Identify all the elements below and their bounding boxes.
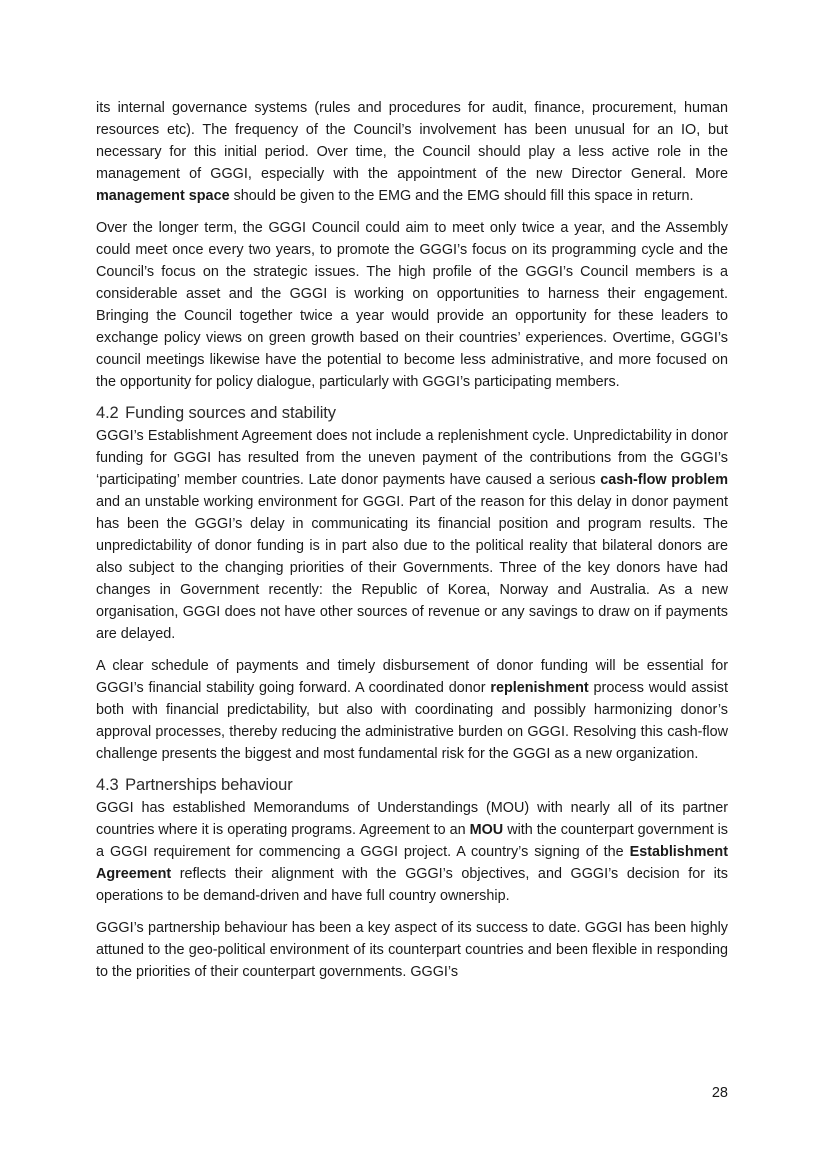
emphasis-cash-flow-problem: cash-flow problem <box>600 472 728 488</box>
page-number: 28 <box>711 1085 728 1101</box>
paragraph-council-role: its internal governance systems (rules and procedures for audit, finance, procurement, human resources etc). The frequency of the Council’s involvement has been unusual for an IO, but necessary for this initial period. Over time, the Council should play a less active role in the management of GGGI, especially with the appointment of the new Director General. More management space should be given to the EMG and the EMG should fill this space in return. <box>96 100 728 204</box>
paragraph-longer-term: Over the longer term, the GGGI Council could aim to meet only twice a year, and the Assembly could meet once every two years, to promote the GGGI’s focus on its programming cycle and the Council’s focus on the strategic issues. The high profile of the GGGI’s Council members is a considerable asset and the GGGI is working on opportunities to harness their engagement. Bringing the Council together twice a year would provide an opportunity for these leaders to exchange policy views on green growth based on their countries’ experiences. Overtime, GGGI’s council meetings likewise have the potential to become less administrative, and more focused on the opportunity for policy dialogue, particularly with GGGI’s participating members. <box>96 220 728 390</box>
paragraph-funding-unpredictability: GGGI’s Establishment Agreement does not include a replenishment cycle. Unpredictability in donor funding for GGGI has resulted from the uneven payment of the contributions from the GGGI’s ‘participating’ member countries. Late donor payments have caused a serious cash-flow problem and an unstable working environment for GGGI. Part of the reason for this delay in donor payment has been the GGGI’s delay in communicating its financial position and program results. The unpredictability of donor funding is in part also due to the political reality that bilateral donors are also subject to the changing priorities of their Governments. Three of the key donors have had changes in Government recently: the Republic of Korea, Norway and Australia. As a new organisation, GGGI does not have other sources of revenue or any savings to draw on if payments are delayed. <box>96 428 728 642</box>
emphasis-replenishment: replenishment <box>490 680 589 696</box>
paragraph-partnership-behaviour: GGGI’s partnership behaviour has been a key aspect of its success to date. GGGI has been highly attuned to the geo-political environment of its counterpart countries and been flexible in responding to the priorities of their counterpart governments. GGGI’s <box>96 920 728 980</box>
emphasis-management-space: management space <box>96 188 230 204</box>
section-heading-partnerships: 4.3 Partnerships behaviour <box>96 776 293 794</box>
paragraph-payment-schedule: A clear schedule of payments and timely disbursement of donor funding will be essential for GGGI’s financial stability going forward. A coordinated donor replenishment process would assist both with financial predictability, but also with coordinating and possibly harmonizing donor’s approval processes, thereby reducing the administrative burden on GGGI. Resolving this cash-flow challenge presents the biggest and most fundamental risk for the GGGI as a new organization. <box>96 658 728 762</box>
paragraph-mou: GGGI has established Memorandums of Understandings (MOU) with nearly all of its partner countries where it is operating programs. Agreement to an MOU with the counterpart government is a GGGI requirement for commencing a GGGI project. A country’s signing of the Establishment Agreement reflects their alignment with the GGGI’s objectives, and GGGI’s decision for its operations to be demand-driven and have full country ownership. <box>96 800 728 904</box>
section-heading-funding: 4.2 Funding sources and stability <box>96 404 336 422</box>
emphasis-establishment-agreement: Establishment Agreement <box>96 844 728 882</box>
emphasis-mou: MOU <box>469 822 504 838</box>
document-page <box>96 97 728 993</box>
